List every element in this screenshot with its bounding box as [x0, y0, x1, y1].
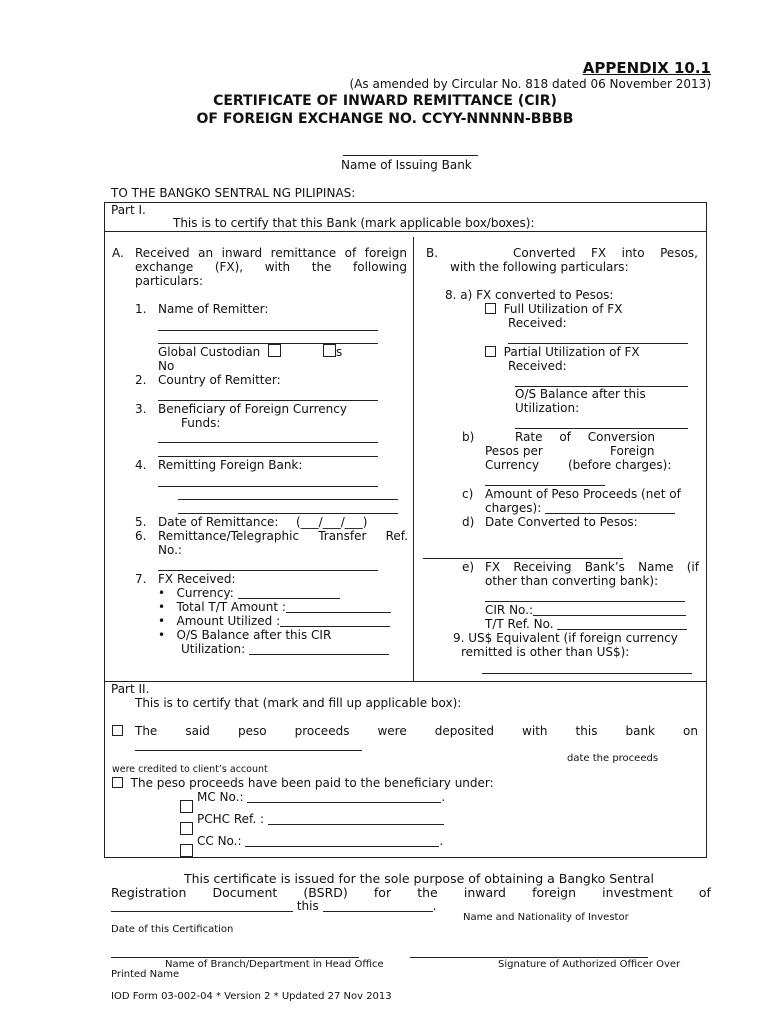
part2-label: Part II. [111, 682, 150, 696]
paid-row [112, 776, 494, 790]
word: FX [590, 246, 607, 260]
full-util-checkbox[interactable] [485, 303, 496, 314]
ref-no-label [158, 529, 408, 543]
issuing-bank-line [343, 155, 478, 156]
word: Rate [515, 430, 543, 444]
beneficiary-label-2: Funds: [181, 416, 221, 430]
printed-name-label: Printed Name [111, 969, 180, 980]
this-label: this [296, 899, 319, 913]
word: following [353, 260, 407, 274]
word: into [621, 246, 645, 260]
os-balance-label: O/S Balance after this CIR [176, 628, 332, 642]
word: an [198, 246, 214, 260]
page-title-line1: CERTIFICATE OF INWARD REMITTANCE (CIR) [213, 93, 557, 109]
partial-util-label: Partial Utilization of FX [503, 345, 640, 359]
item-letter: b) [462, 430, 475, 444]
word: on [683, 724, 698, 738]
investor-name-field[interactable] [111, 900, 293, 912]
word: Name [638, 560, 674, 574]
section-b-letter: B. [426, 246, 439, 260]
ref-no-field[interactable] [158, 570, 378, 571]
date-proceeds-note: date the proceeds [567, 753, 659, 764]
os-balance-b-field[interactable] [515, 428, 688, 429]
tt-ref-field[interactable] [557, 618, 687, 630]
tt-ref-label: T/T Ref. No. [485, 617, 554, 631]
word: investment [602, 885, 673, 900]
word: Registration [111, 885, 187, 900]
word: FX [485, 560, 501, 574]
mc-dot: . [441, 790, 446, 804]
word: with [522, 724, 548, 738]
date-converted-label: Date Converted to Pesos: [485, 515, 638, 529]
receiving-bank-label [485, 560, 699, 574]
section-a-line2 [135, 260, 407, 274]
branch-field[interactable] [111, 957, 359, 958]
global-custodian-yes-checkbox[interactable] [268, 344, 281, 357]
word: bank [625, 724, 656, 738]
word: The [135, 724, 158, 738]
section-b-line1 [513, 246, 698, 260]
certificate-purpose-line2 [111, 885, 711, 900]
currency-row: • Currency: [158, 586, 340, 600]
section-a-line1 [135, 246, 407, 260]
tt-ref-row [485, 617, 687, 631]
full-util-label: Full Utilization of FX [503, 302, 623, 316]
word: Transfer [318, 529, 367, 543]
mc-checkbox[interactable] [180, 800, 193, 813]
beneficiary-field[interactable] [158, 442, 378, 443]
partial-util-checkbox[interactable] [485, 346, 496, 357]
section-b-line2: with the following particulars: [450, 260, 629, 274]
usd-equivalent-field[interactable] [482, 673, 692, 674]
cir-no-label: CIR No.: [485, 603, 534, 617]
total-tt-row: • Total T/T Amount : [158, 600, 391, 614]
fx-received-label: FX Received: [158, 572, 236, 586]
word: Converted [513, 246, 576, 260]
item-number: 3. [135, 402, 147, 416]
word: (if [686, 560, 699, 574]
signature-field[interactable] [410, 957, 648, 958]
global-custodian-label: Global Custodian [158, 345, 261, 359]
foreign-label: Foreign [610, 444, 655, 458]
country-field[interactable] [158, 400, 378, 401]
mc-row [197, 790, 445, 804]
word: Receiving [513, 560, 572, 574]
os-balance-b-label: O/S Balance after this [515, 387, 646, 401]
country-of-remitter-label: Country of Remitter: [158, 373, 281, 387]
cir-no-row [485, 603, 686, 617]
paid-checkbox[interactable] [112, 777, 123, 788]
word: said [185, 724, 210, 738]
peso-proceeds-row [485, 501, 675, 515]
receiving-bank-field[interactable] [485, 601, 685, 602]
item-number: 6. [135, 529, 147, 543]
word: proceeds [294, 724, 350, 738]
word: of [698, 885, 711, 900]
mc-label: MC No.: [197, 790, 244, 804]
amount-utilized-row: • Amount Utilized : [158, 614, 390, 628]
word: of [559, 430, 571, 444]
date-certification-label: Date of this Certification [111, 924, 234, 935]
usd-equivalent-label-2: remitted is other than US$): [461, 645, 630, 659]
word: (FX), [214, 260, 244, 274]
os-balance-b-label-2: Utilization: [515, 401, 580, 415]
total-tt-label: Total T/T Amount : [176, 600, 286, 614]
part1-intro: This is to certify that this Bank (mark applicable box/boxes): [173, 216, 535, 230]
word: remittance [270, 246, 337, 260]
cc-row [197, 834, 443, 848]
total-tt-field[interactable] [286, 601, 391, 613]
word: deposited [434, 724, 495, 738]
full-util-label-2: Received: [508, 316, 567, 330]
remitting-bank-field[interactable] [158, 486, 378, 487]
investor-row [111, 899, 436, 913]
ref-no-label-2: No.: [158, 543, 182, 557]
appendix-label: APPENDIX 10.1 [582, 59, 711, 77]
name-nationality-label: Name and Nationality of Investor [463, 912, 629, 923]
currency-field[interactable] [238, 587, 340, 599]
issuing-bank-label: Name of Issuing Bank [341, 158, 472, 172]
word: Conversion [587, 430, 655, 444]
cc-label: CC No.: [197, 834, 242, 848]
remitter-name-field[interactable] [158, 330, 378, 331]
item-number: 5. [135, 515, 147, 529]
word: for [373, 885, 392, 900]
word: Remittance/Telegraphic [158, 529, 300, 543]
currency-b-label: Currency [485, 458, 540, 472]
full-util-field[interactable] [508, 343, 688, 344]
word: inward [463, 885, 506, 900]
item-number: 4. [135, 458, 147, 472]
item-letter: e) [462, 560, 475, 574]
yes-label-fragment: s [336, 345, 343, 359]
no-label: No [158, 359, 175, 373]
remitting-bank-label: Remitting Foreign Bank: [158, 458, 303, 472]
os-balance-row: • O/S Balance after this CIR [158, 628, 332, 642]
this-dot: . [432, 899, 437, 913]
date-remittance-label: Date of Remittance: [158, 515, 279, 529]
pesos-per-label: Pesos per [485, 444, 543, 458]
word: the [417, 885, 438, 900]
utilization-row [181, 642, 389, 656]
beneficiary-label: Beneficiary of Foreign Currency [158, 402, 347, 416]
mc-field[interactable] [247, 791, 441, 803]
partial-util-row [485, 345, 640, 359]
word: inward [221, 246, 263, 260]
signature-label: Signature of Authorized Officer Over [498, 959, 681, 970]
column-divider [413, 237, 414, 681]
word: the [311, 260, 332, 274]
certificate-purpose-line1: This certificate is issued for the sole purpose of obtaining a Bangko Sentral [184, 871, 654, 886]
peso-proceeds-label: Amount of Peso Proceeds (net of [485, 487, 681, 501]
fx-converted-label: 8. a) FX converted to Pesos: [445, 288, 614, 302]
utilization-field[interactable] [249, 643, 389, 655]
part2-divider [104, 681, 706, 682]
date-converted-field[interactable] [423, 558, 623, 559]
remitting-bank-field-3[interactable] [178, 513, 398, 514]
item-letter: d) [462, 515, 475, 529]
pchc-field[interactable] [268, 813, 444, 825]
word: of [344, 246, 357, 260]
full-util-row [485, 302, 622, 316]
section-a-letter: A. [112, 246, 124, 260]
deposit-checkbox-row [112, 724, 123, 738]
form-number: IOD Form 03-002-04 * Version 2 * Updated 27 Nov 2013 [111, 991, 392, 1002]
currency-label: Currency: [176, 586, 234, 600]
word: with [264, 260, 291, 274]
word: (BSRD) [303, 885, 348, 900]
amendment-note: (As amended by Circular No. 818 dated 06 November 2013) [349, 77, 711, 91]
word: Received [135, 246, 190, 260]
word: exchange [135, 260, 194, 274]
part2-intro: This is to certify that (mark and fill up applicable box): [135, 696, 462, 710]
pchc-label: PCHC Ref. : [197, 812, 265, 826]
rate-field[interactable] [485, 485, 605, 486]
global-custodian-no-checkbox[interactable] [323, 344, 336, 357]
date-remittance-field[interactable]: (___/___/___) [296, 515, 368, 529]
cert-date-field[interactable] [323, 900, 433, 912]
utilization-label: Utilization: [181, 642, 246, 656]
part1-label: Part I. [111, 203, 146, 217]
before-charges-label: (before charges): [568, 458, 672, 472]
deposit-checkbox[interactable] [112, 725, 123, 736]
word: were [377, 724, 407, 738]
peso-proceeds-field[interactable] [545, 502, 675, 514]
cc-checkbox[interactable] [180, 844, 193, 857]
deposit-statement [135, 724, 698, 738]
remitting-bank-field-2[interactable] [178, 499, 398, 500]
addressee: TO THE BANGKO SENTRAL NG PILIPINAS: [111, 186, 356, 200]
usd-equivalent-label: 9. US$ Equivalent (if foreign currency [453, 631, 678, 645]
word: peso [237, 724, 267, 738]
branch-label: Name of Branch/Department in Head Office [165, 959, 384, 970]
cir-no-field[interactable] [533, 604, 686, 616]
section-a-line3: particulars: [135, 274, 204, 288]
cc-dot: . [439, 834, 444, 848]
part1-divider [104, 231, 706, 232]
receiving-bank-label-2: other than converting bank): [485, 574, 659, 588]
word: Bank’s [584, 560, 625, 574]
partial-util-label-2: Received: [508, 359, 567, 373]
cc-field[interactable] [245, 835, 439, 847]
peso-proceeds-label-2: charges): [485, 501, 542, 515]
word: Pesos, [660, 246, 698, 260]
page-title-line2: OF FOREIGN EXCHANGE NO. CCYY-NNNNN-BBBB [196, 111, 574, 127]
word: Ref. [385, 529, 408, 543]
item-number: 7. [135, 572, 147, 586]
name-of-remitter-label: Name of Remitter: [158, 302, 269, 316]
pchc-checkbox[interactable] [180, 822, 193, 835]
rate-label [515, 430, 655, 444]
deposit-bank-field[interactable] [135, 750, 362, 751]
paid-label: The peso proceeds have been paid to the beneficiary under: [130, 776, 494, 790]
beneficiary-field-2[interactable] [158, 456, 378, 457]
amount-utilized-field[interactable] [280, 615, 390, 627]
item-letter: c) [462, 487, 474, 501]
credited-note: were credited to client’s account [112, 764, 268, 775]
item-number: 1. [135, 302, 147, 316]
amount-utilized-label: Amount Utilized : [176, 614, 281, 628]
word: Document [212, 885, 278, 900]
item-number: 2. [135, 373, 147, 387]
word: this [575, 724, 598, 738]
pchc-row [197, 812, 444, 826]
word: foreign [532, 885, 577, 900]
word: foreign [364, 246, 407, 260]
